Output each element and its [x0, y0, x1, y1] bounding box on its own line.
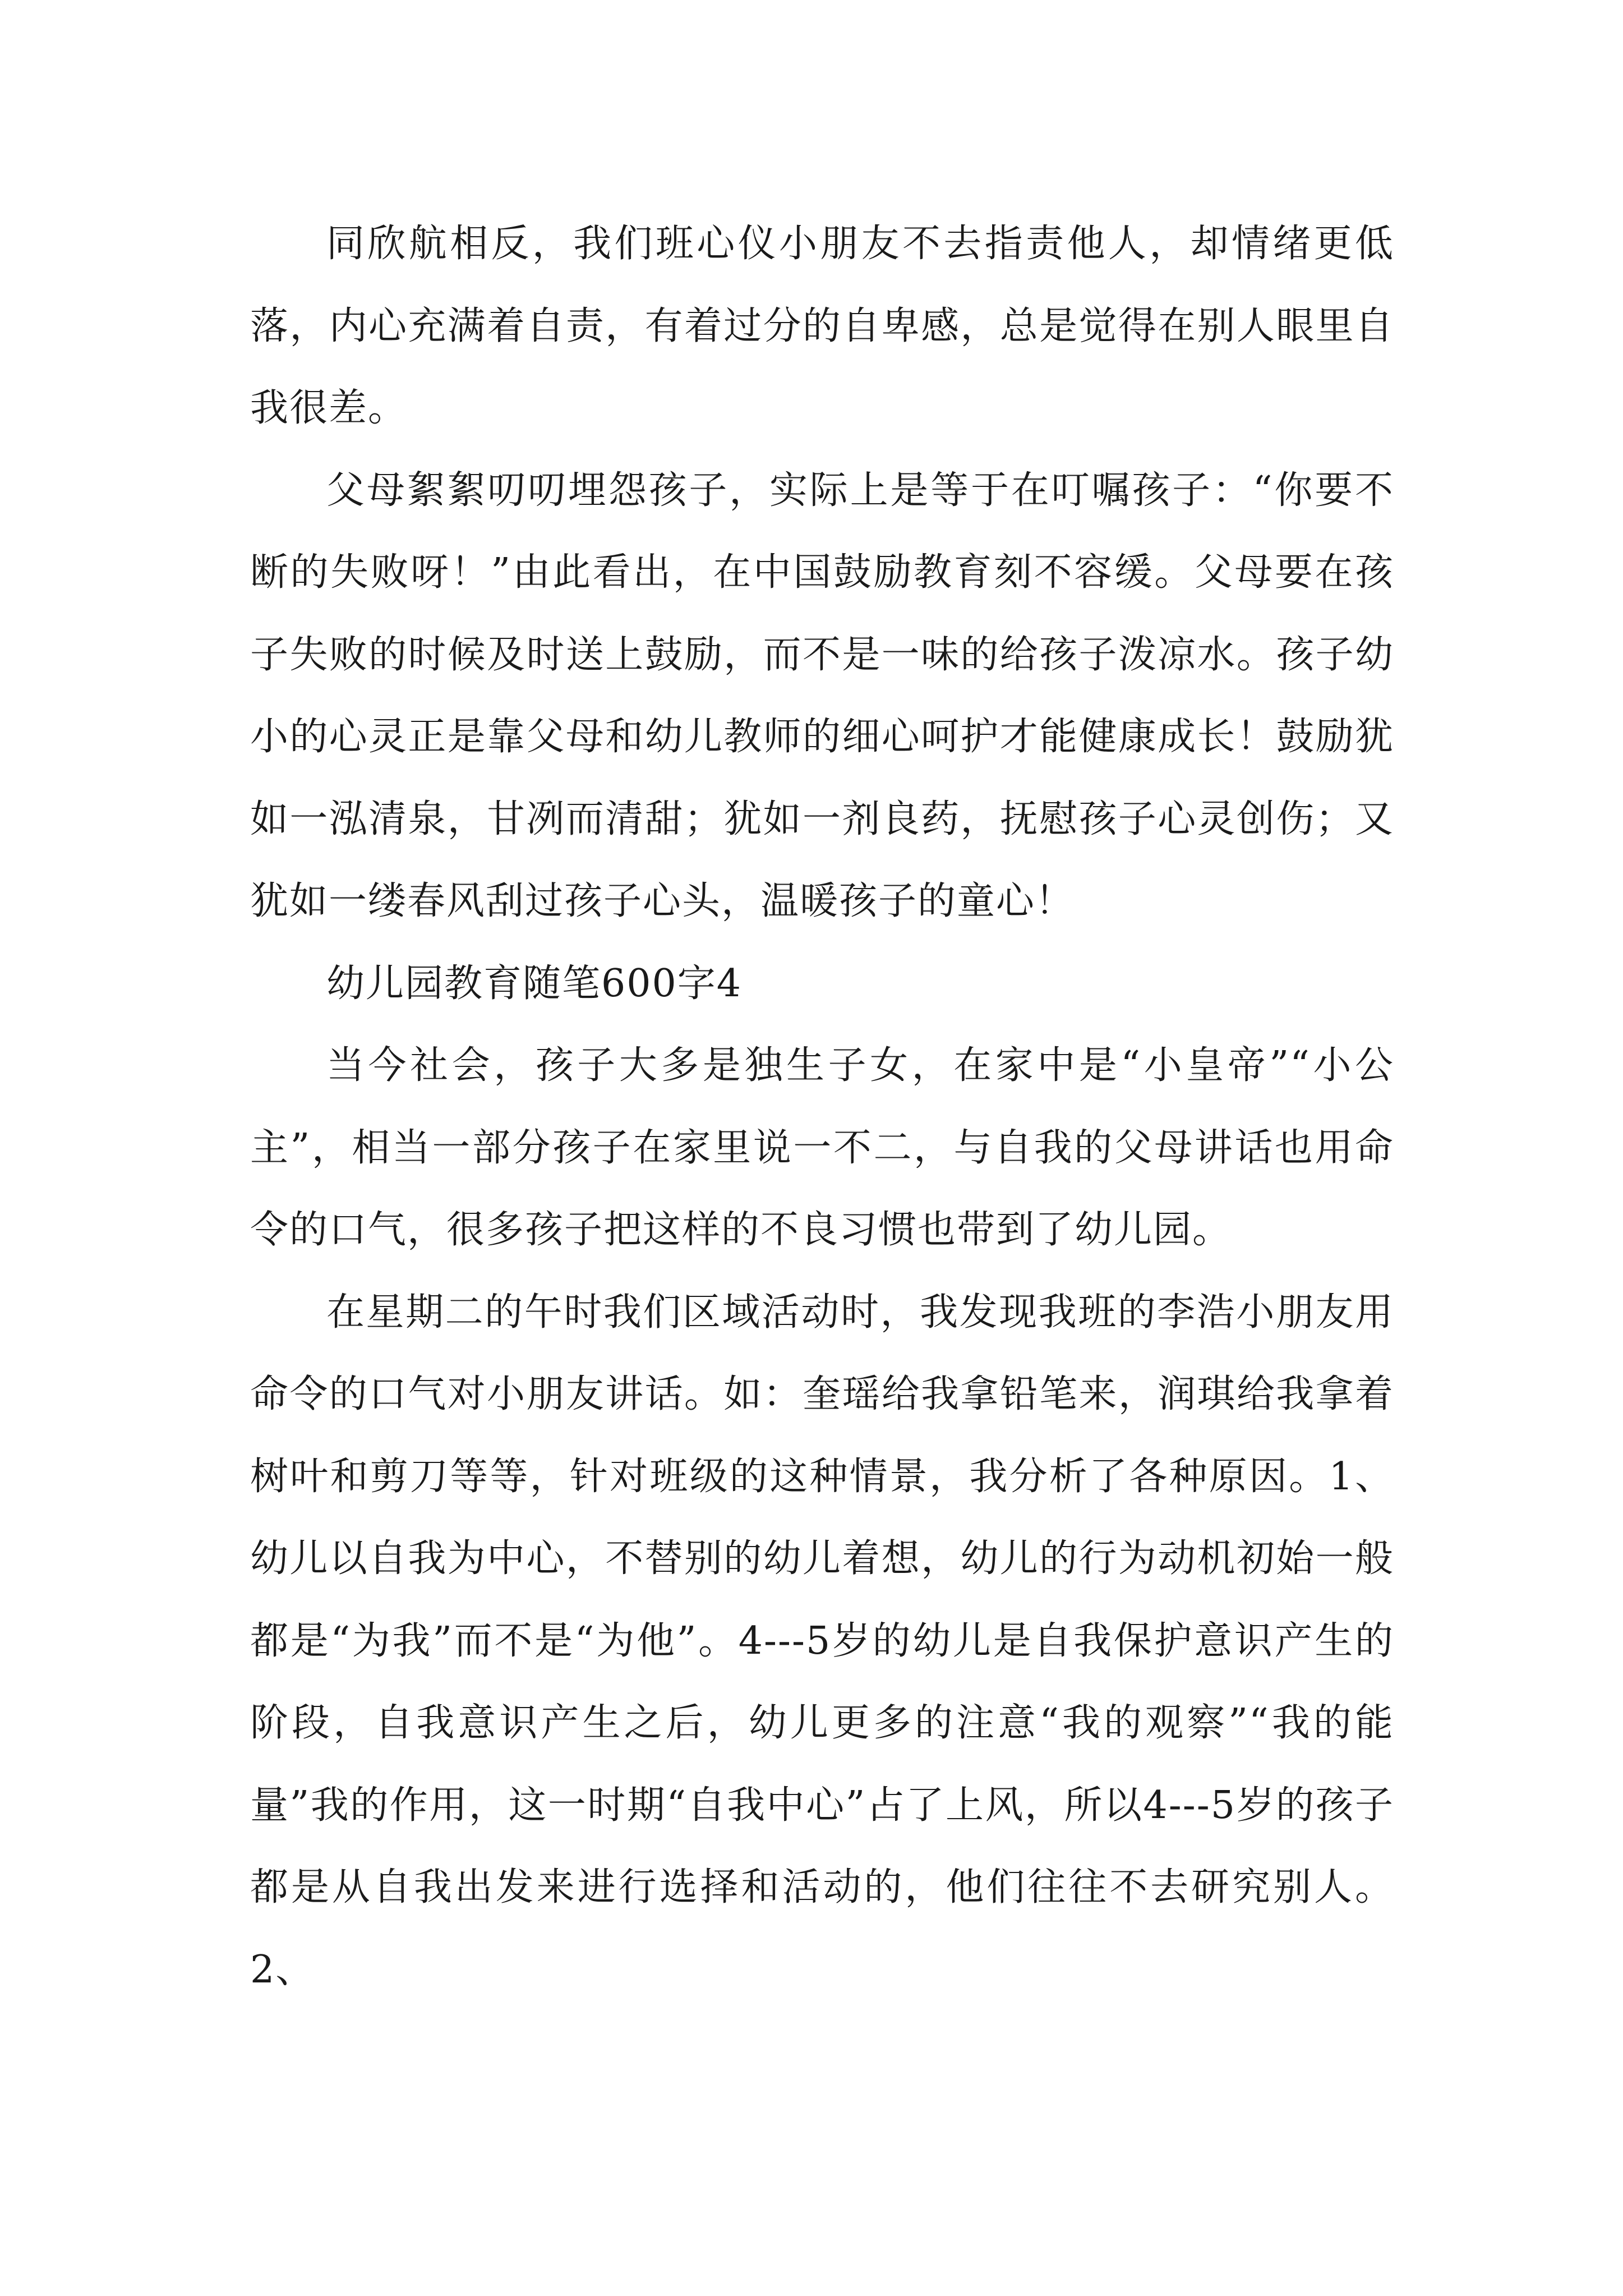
- section-heading: 幼儿园教育随笔600字4: [326, 961, 743, 1006]
- paragraph-encouragement: 父母絮絮叨叨埋怨孩子，实际上是等于在叮嘱孩子：“你要不断的失败呀！”由此看出，在中国鼓励教育刻不容缓。父母要在孩子失败的时候及时送上鼓励，而不是一味的给孩子泼凉水。孩子幼小的心灵正是靠父母和幼儿教师的细心呵护才能健康成长！鼓励犹如一泓清泉，甘冽而清甜；犹如一剂良药，抚慰孩子心灵创伤；又犹如一缕春风刮过孩子心头，温暖孩子的童心！: [250, 468, 1394, 923]
- paragraph-xinyi: 同欣航相反，我们班心仪小朋友不去指责他人，却情绪更低落，内心充满着自责，有着过分的自卑感，总是觉得在别人眼里自我很差。: [250, 222, 1394, 430]
- paragraph-only-children: 当今社会，孩子大多是独生子女，在家中是“小皇帝”“小公主”，相当一部分孩子在家里说一不二，与自我的父母讲话也用命令的口气，很多孩子把这样的不良习惯也带到了幼儿园。: [250, 1043, 1394, 1252]
- document-body: [250, 203, 1394, 2011]
- paragraph-area-activity: 在星期二的午时我们区域活动时，我发现我班的李浩小朋友用命令的口气对小朋友讲话。如：奎瑶给我拿铅笔来，润琪给我拿着树叶和剪刀等等，针对班级的这种情景，我分析了各种原因。1、幼儿以自我为中心，不替别的幼儿着想，幼儿的行为动机初始一般都是“为我”而不是“为他”。4---5岁的幼儿是自我保护意识产生的阶段，自我意识产生之后，幼儿更多的注意“我的观察”“我的能量”我的作用，这一时期“自我中心”占了上风，所以4---5岁的孩子都是从自我出发来进行选择和活动的，他们往往不去研究别人。2、: [250, 1290, 1394, 1992]
